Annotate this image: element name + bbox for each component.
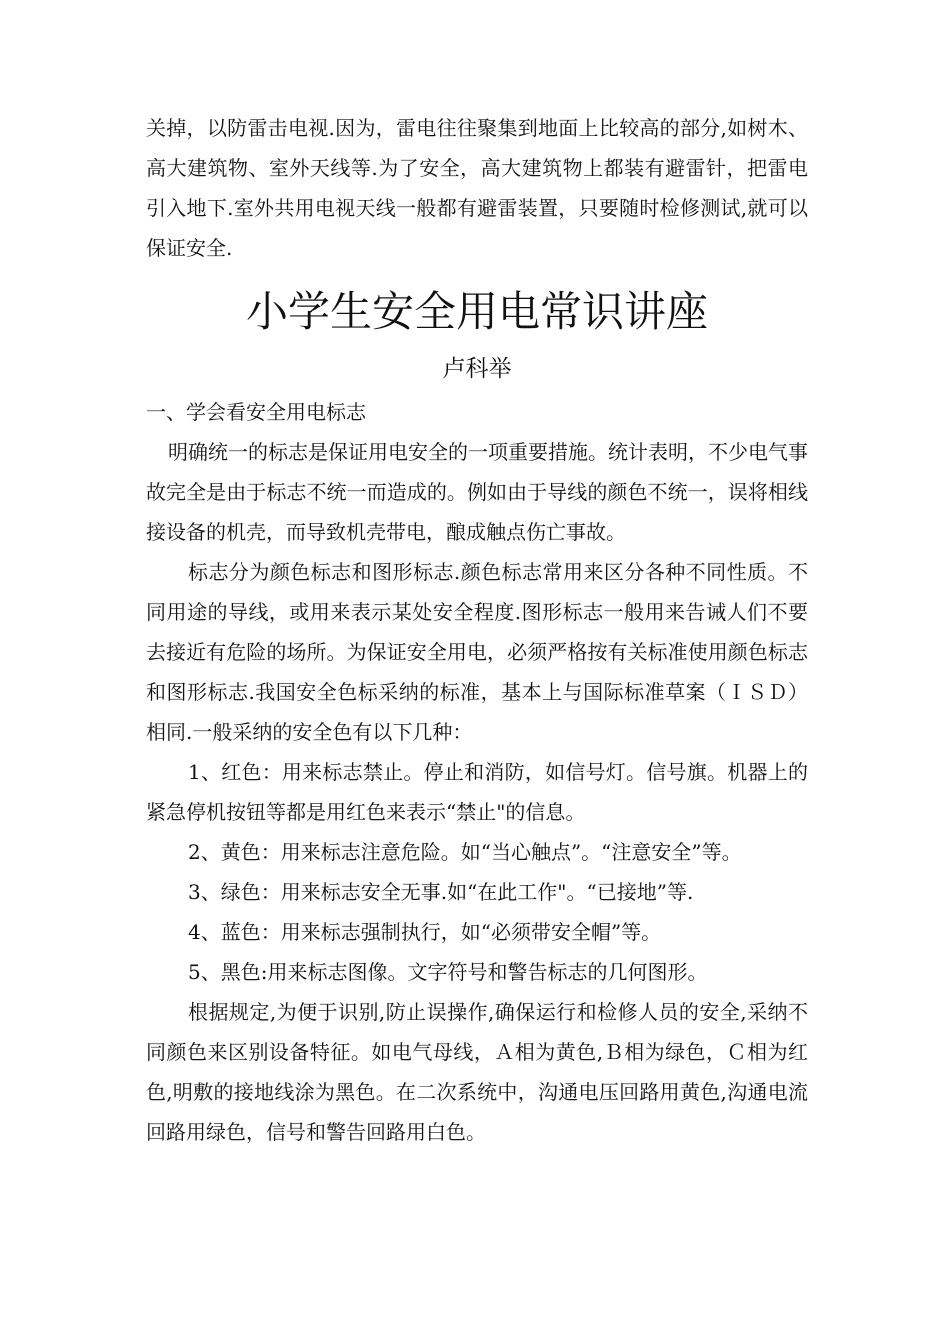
paragraph-regulation: 根据规定,为便于识别,防止误操作,确保运行和检修人员的安全,采纳不同颜色来区别设备特征。如电气母线，Ａ相为黄色,Ｂ相为绿色，Ｃ相为红色,明敷的接地线涂为黑色。在二次系统中，沟通电压回路用黄色,沟通电流回路用绿色，信号和警告回路用白色。 — [146, 1000, 808, 1144]
list-item-black: 5、黑色:用来标志图像。文字符号和警告标志的几何图形。 — [188, 960, 708, 984]
paragraph-sign-types: 标志分为颜色标志和图形标志.颜色标志常用来区分各种不同性质。不同用途的导线，或用来表示某处安全程度.图形标志一般用来告诫人们不要去接近有危险的场所。为保证安全用电，必须严格按有关标准使用颜色标志和图形标志.我国安全色标采纳的标准，基本上与国际标准草案（ＩＳＤ）相同.一般采纳的安全色有以下几种： — [146, 560, 808, 744]
list-item-red: 1、红色：用来标志禁止。停止和消防，如信号灯。信号旗。机器上的紧急停机按钮等都是用红色来表示“禁止"的信息。 — [146, 760, 808, 824]
author-name: 卢科举 — [442, 356, 512, 382]
list-item-blue: 4、蓝色：用来标志强制执行，如“必须带安全帽”等。 — [188, 920, 662, 944]
paragraph-standard-signs: 明确统一的标志是保证用电安全的一项重要措施。统计表明，不少电气事故完全是由于标志不统一而造成的。例如由于导线的颜色不统一，误将相线接设备的机壳，而导致机壳带电，酿成触点伤亡事故。 — [146, 440, 808, 544]
list-item-green: 3、绿色：用来标志安全无事.如“在此工作"。“已接地”等. — [188, 880, 694, 904]
document-title: 小学生安全用电常识讲座 — [245, 287, 708, 336]
document-body — [146, 108, 808, 1152]
section-heading: 一、学会看安全用电标志 — [146, 400, 366, 424]
list-item-yellow: 2、黄色：用来标志注意危险。如“当心触点”。“注意安全”等。 — [188, 840, 742, 864]
intro-paragraph: 关掉，以防雷击电视.因为，雷电往往聚集到地面上比较高的部分,如树木、高大建筑物、室外天线等.为了安全，高大建筑物上都装有避雷针，把雷电引入地下.室外共用电视天线一般都有避雷装置，只要随时检修测试,就可以保证安全. — [146, 116, 808, 260]
